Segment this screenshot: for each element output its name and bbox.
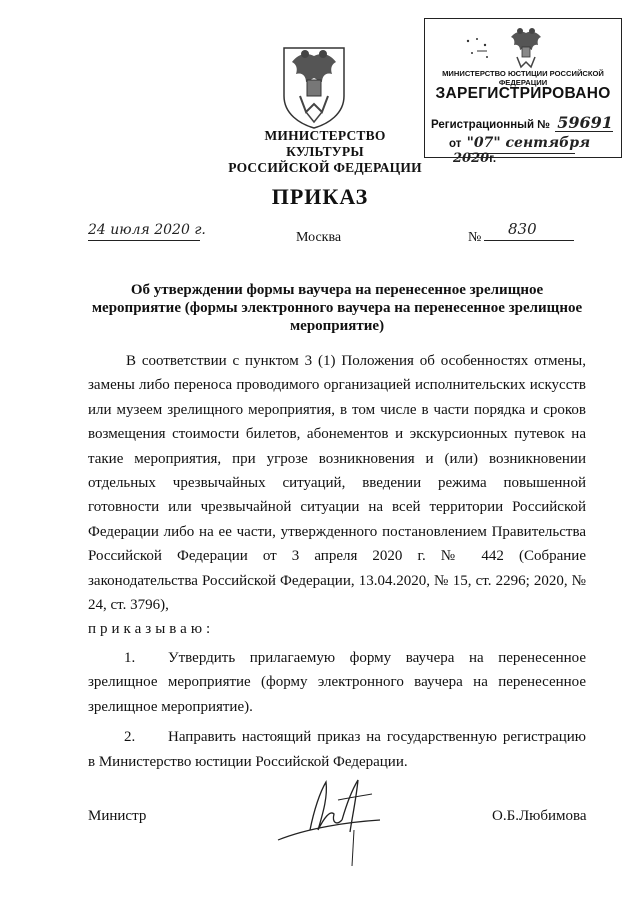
stamp-from-date: "07" сентября — [466, 135, 591, 151]
stamp-date-line — [449, 135, 621, 166]
signatory-title: Министр — [88, 808, 147, 824]
coat-of-arms-icon — [276, 38, 352, 130]
document-body — [88, 349, 586, 774]
document-number-label: № — [468, 230, 482, 245]
document-type: ПРИКАЗ — [271, 184, 369, 209]
document-number: 830 — [508, 220, 537, 238]
ministry-name-line2: РОССИЙСКОЙ ФЕДЕРАЦИИ — [228, 160, 422, 175]
handwritten-signature-icon — [268, 770, 388, 870]
registration-stamp — [424, 18, 622, 166]
stamp-registered: ЗАРЕГИСТРИРОВАНО — [435, 85, 611, 102]
stamp-emblem-icon — [505, 23, 547, 73]
ministry-name — [228, 128, 422, 176]
stamp-marks-icon — [463, 33, 493, 63]
list-item-number: 1. — [124, 649, 136, 666]
stamp-year: 2020 — [453, 151, 490, 166]
document-subject: Об утверждении формы ваучера на перенесенное зрелищное мероприятие (формы электронного ваучера на перенесенное зрелищное мероприятие) — [91, 282, 583, 334]
stamp-ministry: МИНИСТЕРСТВО ЮСТИЦИИ РОССИЙСКОЙ ФЕДЕРАЦИИ — [442, 69, 604, 87]
list-item — [88, 646, 586, 719]
list-item-text: Утвердить прилагаемую форму ваучера на перенесенное зрелищное мероприятие (форму электронного ваучера на перенесенное зрелищное мероприятие). — [88, 649, 586, 715]
list-item — [88, 725, 586, 774]
stamp-reg-number: 59691 — [557, 113, 613, 132]
order-word: приказываю: — [88, 621, 215, 638]
list-item-text: Направить настоящий приказ на государственную регистрацию в Министерство юстиции Российской Федерации. — [88, 729, 586, 770]
document-city: Москва — [296, 230, 342, 245]
stamp-year-suffix: г. — [489, 153, 497, 165]
stamp-from-label: от — [449, 138, 462, 150]
ministry-name-line1: МИНИСТЕРСТВО КУЛЬТУРЫ — [264, 128, 386, 159]
list-item-number: 2. — [124, 729, 136, 746]
document-date: 24 июля 2020 г. — [88, 222, 206, 238]
stamp-reg-label: Регистрационный № — [431, 119, 551, 131]
signatory-name: О.Б.Любимова — [492, 808, 587, 824]
preamble: В соответствии с пунктом 3 (1) Положения об особенностях отмены, замены либо переноса проводимого организацией исполнительских искусств или музеем зрелищного мероприятия, в том числе в части порядка и сроков возмещения стоимости билетов, абонементов и экскурсионных путевок на такие мероприятия, при угрозе возникновения и (или) возникновении отдельных чрезвычайных ситуаций, введении режима повышенной готовности или чрезвычайной ситуации на всей территории Российской Федерации либо на ее части, утвержденного постановлением Правительства Российской Федерации от 3 апреля 2020 г. № 442 (Собрание законодательства Российской Федерации, 13.04.2020, № 15, ст. 2296; 2020, № 24, ст. 3796), — [88, 353, 586, 614]
stamp-reg-line — [431, 113, 613, 132]
